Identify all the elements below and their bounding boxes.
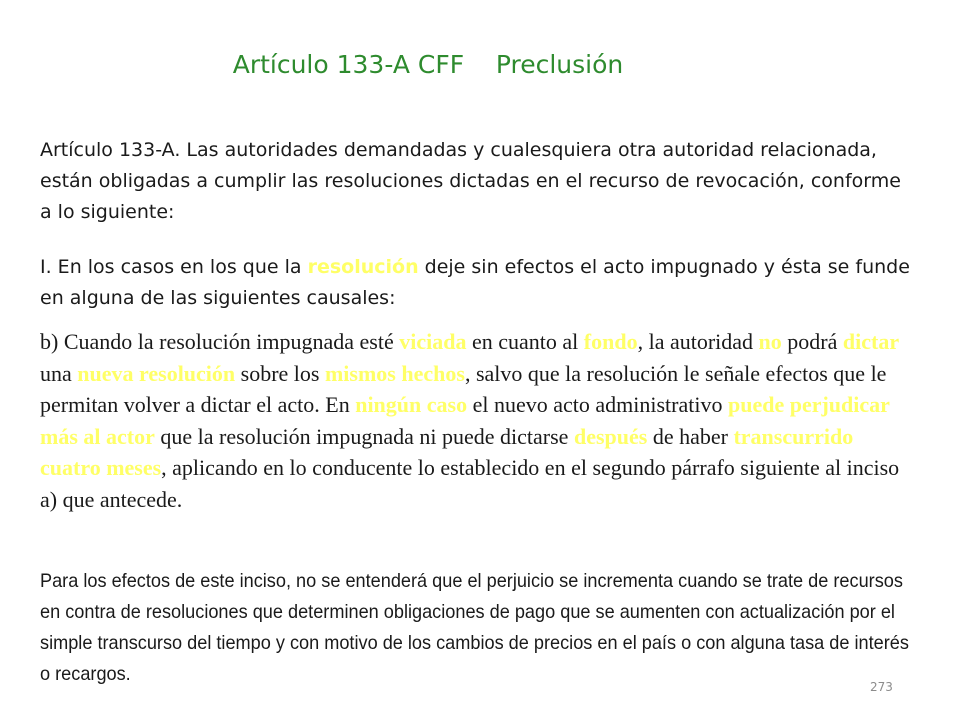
text-segment: deje sin efectos el acto impugnado y ésta se funde en alguna de las siguientes causales: bbox=[40, 256, 910, 309]
text-segment: , la autoridad bbox=[637, 329, 759, 354]
highlighted-term: puede perjudicar más al actor bbox=[40, 392, 890, 449]
highlighted-term: ningún caso bbox=[355, 392, 468, 417]
fraction-paragraph bbox=[40, 252, 912, 314]
text-segment: b) Cuando la resolución impugnada esté bbox=[40, 329, 400, 354]
page-number: 273 bbox=[870, 680, 893, 694]
final-paragraph: Para los efectos de este inciso, no se entenderá que el perjuicio se incrementa cuando se trate de recursos en contra de resoluciones que determinen obligaciones de pago que se aumenten con actualización por el simple transcurso del tiempo y con motivo de los cambios de precios en el país o con alguna tasa de interés o recargos. bbox=[40, 570, 909, 685]
text-segment: sobre los bbox=[235, 360, 325, 386]
highlighted-term: no bbox=[758, 329, 782, 354]
text-segment: de haber bbox=[647, 423, 734, 449]
text-segment: I. En los casos en los que la bbox=[40, 256, 308, 278]
highlighted-term: fondo bbox=[583, 329, 638, 354]
text-segment: que la resolución impugnada ni puede dictarse bbox=[154, 423, 574, 449]
text-segment: en cuanto al bbox=[466, 329, 584, 354]
highlighted-term: viciada bbox=[399, 329, 467, 354]
highlighted-term: resolución bbox=[307, 256, 419, 278]
text-segment: , salvo que la resolución le señale efectos que le permitan volver a dictar el acto. En bbox=[40, 360, 887, 417]
highlighted-term: nueva resolución bbox=[77, 360, 236, 386]
text-segment: podrá bbox=[781, 329, 843, 354]
text-segment: el nuevo acto administrativo bbox=[467, 392, 728, 417]
highlighted-term: transcurrido cuatro meses bbox=[40, 423, 854, 480]
slide-title: Artículo 133-A CFF Preclusión bbox=[232, 50, 624, 79]
text-segment: , aplicando en lo conducente lo establecido en el segundo párrafo siguiente al inciso a) que antecede. bbox=[40, 455, 900, 512]
highlighted-term: después bbox=[573, 423, 648, 449]
highlighted-term: mismos hechos bbox=[324, 360, 465, 386]
text-segment: una bbox=[40, 360, 78, 386]
inciso-paragraph bbox=[40, 326, 912, 515]
intro-paragraph: Artículo 133-A. Las autoridades demandadas y cualesquiera otra autoridad relacionada, están obligadas a cumplir las resoluciones dictadas en el recurso de revocación, conforme a lo siguiente: bbox=[40, 139, 901, 223]
highlighted-term: dictar bbox=[842, 329, 900, 354]
